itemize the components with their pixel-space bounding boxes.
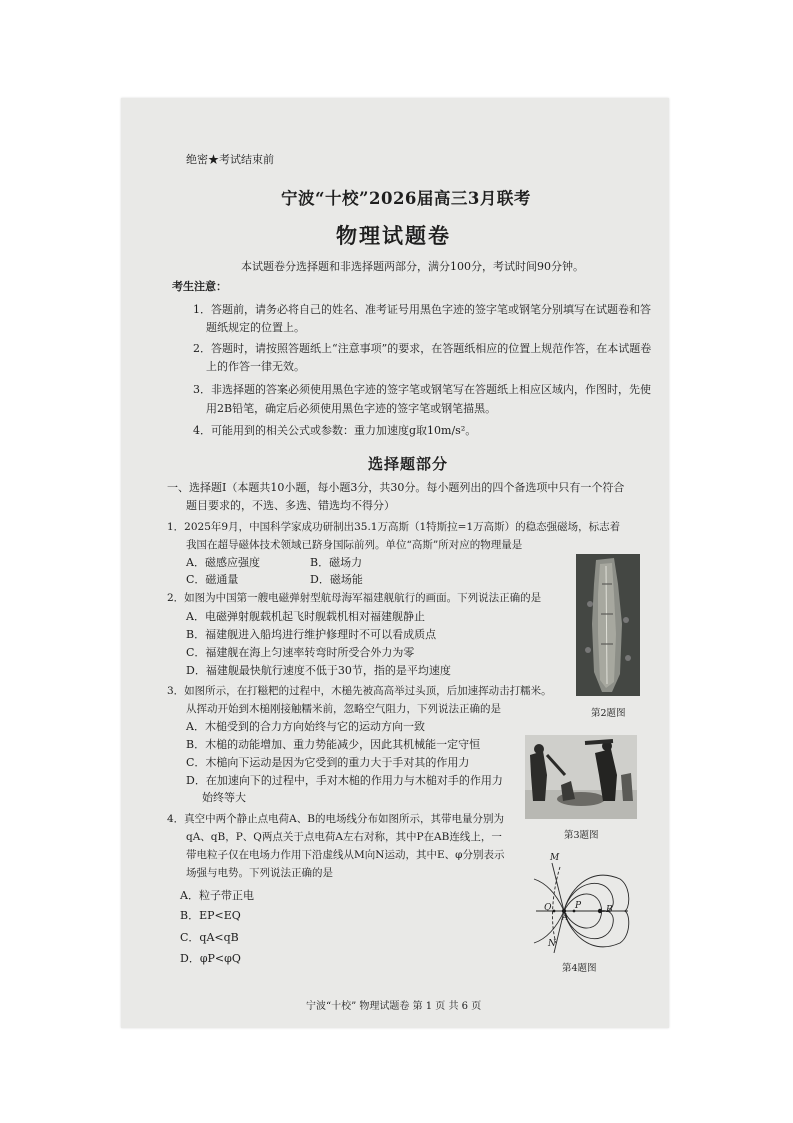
notice-heading: 考生注意： — [172, 280, 227, 293]
section-title: 选择题部分 — [368, 455, 449, 473]
q3-option-c: C．木槌向下运动是因为它受到的重力大于手对其的作用力 — [186, 756, 470, 769]
q4-stem-cont-2: 带电粒子仅在电场力作用下沿虚线从M向N运动，其中E、φ分别表示 — [186, 849, 505, 861]
q1-stem: 1．2025年9月，中国科学家成功研制出35.1万高斯（1特斯拉=1万高斯）的稳态强磁场，标志着 — [167, 521, 621, 533]
q2-figure-caption: 第2题图 — [591, 708, 626, 719]
q4-field-diagram — [532, 853, 632, 953]
q3-figure-caption: 第3题图 — [564, 830, 599, 841]
q3-option-d: D．在加速向下的过程中，手对木槌的作用力与木槌对手的作用力 — [186, 774, 503, 787]
label-p: P — [575, 901, 582, 911]
q4-stem-cont-3: 场强与电势。下列说法正确的是 — [186, 867, 333, 879]
notice-item-3: 3．非选择题的答案必须使用黑色字迹的签字笔或钢笔写在答题纸上相应区域内，作图时，先使 — [193, 383, 651, 396]
notice-item-2: 2．答题时，请按照答题纸上“注意事项”的要求，在答题纸相应的位置上规范作答，在本试题卷 — [193, 342, 652, 355]
paper-subtitle: 物理试题卷 — [336, 223, 451, 248]
q1-stem-cont: 我国在超导磁体技术领域已跻身国际前列。单位“高斯”所对应的物理量是 — [186, 539, 523, 551]
exam-title: 宁波“十校”2026届高三3月联考 — [281, 189, 531, 208]
q1-option-d: D．磁场能 — [310, 573, 363, 586]
secret-label: 绝密★考试结束前 — [186, 153, 274, 166]
q4-figure-caption: 第4题图 — [562, 963, 597, 974]
q3-option-a: A．木槌受到的合力方向始终与它的运动方向一致 — [186, 720, 425, 733]
label-a: A — [562, 913, 569, 923]
q1-option-c: C．磁通量 — [186, 573, 239, 586]
q4-option-c: C．qA<qB — [180, 931, 239, 944]
q4-option-a: A．粒子带正电 — [180, 889, 254, 902]
part1-instructions-cont: 题目要求的，不选、多选、错选均不得分） — [186, 499, 395, 512]
label-b: B — [606, 905, 613, 915]
q2-stem: 2．如图为中国第一艘电磁弹射型航母海军福建舰航行的画面。下列说法正确的是 — [167, 592, 542, 604]
label-m: M — [550, 853, 560, 863]
label-q: Q — [544, 903, 552, 913]
q2-option-b: B．福建舰进入船坞进行维护修理时不可以看成质点 — [186, 628, 437, 641]
part1-instructions: 一、选择题Ⅰ（本题共10小题，每小题3分，共30分。每小题列出的四个备选项中只有一个符合 — [167, 481, 625, 494]
page-footer: 宁波“十校” 物理试题卷 第 1 页 共 6 页 — [306, 1001, 482, 1012]
notice-item-2-cont: 上的作答一律无效。 — [206, 360, 305, 373]
notice-item-1: 1．答题前，请务必将自己的姓名、准考证号用黑色字迹的签字笔或钢笔分别填写在试题卷和答 — [193, 303, 651, 316]
q1-option-a: A．磁感应强度 — [186, 556, 260, 569]
q2-option-a: A．电磁弹射舰载机起飞时舰载机相对福建舰静止 — [186, 610, 425, 623]
q3-option-b: B．木槌的动能增加、重力势能减少，因此其机械能一定守恒 — [186, 738, 481, 751]
q2-option-d: D．福建舰最快航行速度不低于30节，指的是平均速度 — [186, 664, 451, 677]
notice-item-4: 4．可能用到的相关公式或参数：重力加速度g取10m/s²。 — [193, 424, 477, 437]
q3-stem: 3．如图所示，在打糍粑的过程中，木槌先被高高举过头顶，后加速挥动击打糯米。 — [167, 685, 552, 697]
q4-stem: 4．真空中两个静止点电荷A、B的电场线分布如图所示，其带电量分别为 — [167, 813, 504, 825]
notice-item-3-cont: 用2B铅笔，确定后必须使用黑色字迹的签字笔或钢笔描黑。 — [206, 402, 497, 415]
q2-carrier-photo — [576, 554, 640, 696]
label-n: N — [548, 939, 556, 949]
q1-option-b: B．磁场力 — [310, 556, 363, 569]
q4-stem-cont-1: qA、qB，P、Q两点关于点电荷A左右对称，其中P在AB连线上，一 — [186, 831, 502, 843]
q4-option-b: B．EP<EQ — [180, 909, 241, 922]
notice-item-1-cont: 题纸规定的位置上。 — [206, 321, 305, 334]
intro-text: 本试题卷分选择题和非选择题两部分，满分100分，考试时间90分钟。 — [241, 260, 584, 273]
q3-stem-cont: 从挥动开始到木槌刚接触糯米前，忽略空气阻力，下列说法正确的是 — [186, 703, 501, 715]
q2-option-c: C．福建舰在海上匀速率转弯时所受合外力为零 — [186, 646, 415, 659]
q4-option-d: D．φP<φQ — [180, 952, 241, 965]
q3-option-d-cont: 始终等大 — [202, 791, 246, 804]
q3-rice-cake-photo — [525, 735, 637, 819]
